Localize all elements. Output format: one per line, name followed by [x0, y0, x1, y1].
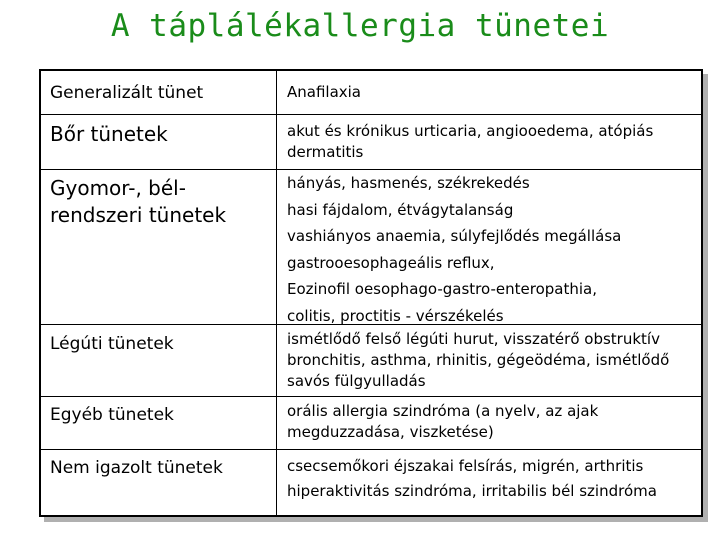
- row-content: [277, 71, 701, 114]
- table-row: [41, 71, 701, 114]
- row-content: [277, 450, 701, 515]
- content-line: gastrooesophageális reflux,: [287, 253, 495, 272]
- row-label: [41, 170, 277, 324]
- content-line: ismétlődő felső légúti hurut, visszatérő obstruktív: [287, 330, 660, 348]
- content-line: dermatitis: [287, 143, 364, 161]
- row-label: [41, 450, 277, 515]
- row-content: [277, 115, 701, 169]
- row-label-line: Bőr tünetek: [50, 122, 168, 146]
- row-content: [277, 397, 701, 449]
- row-label-line: rendszeri tünetek: [50, 202, 227, 227]
- content-line: hasi fájdalom, étvágytalanság: [287, 200, 514, 219]
- row-label-line: Gyomor-, bél-: [50, 176, 186, 200]
- page-title: A táplálékallergia tünetei: [110, 8, 610, 44]
- row-content: [277, 170, 701, 324]
- table-row: [41, 396, 701, 449]
- content-line: Eozinofil oesophago-gastro-enteropathia,: [287, 280, 597, 298]
- table-row: [41, 449, 701, 515]
- content-line: vashiányos anaemia, súlyfejlődés megállása: [287, 227, 622, 245]
- row-label-line: Nem igazolt tünetek: [50, 458, 223, 478]
- content-line: megduzzadása, viszketése): [287, 423, 494, 441]
- row-label-line: Egyéb tünetek: [50, 405, 174, 425]
- content-line: csecsemőkori éjszakai felsírás, migrén, arthritis: [287, 457, 644, 475]
- row-label-line: Légúti tünetek: [50, 334, 174, 354]
- row-label: [41, 325, 277, 396]
- symptoms-table: [39, 69, 703, 517]
- content-line: colitis, proctitis - vérszékelés: [287, 306, 504, 325]
- table-row: [41, 324, 701, 396]
- row-label: [41, 115, 277, 169]
- table-row: [41, 169, 701, 324]
- content-line: bronchitis, asthma, rhinitis, gégeödéma, ismétlődő: [287, 351, 670, 369]
- content-line: orális allergia szindróma (a nyelv, az ajak: [287, 402, 599, 420]
- row-label: [41, 397, 277, 449]
- table-row: [41, 114, 701, 169]
- content-line: akut és krónikus urticaria, angiooedema, atópiás: [287, 122, 654, 140]
- row-label-line: Generalizált tünet: [50, 83, 204, 103]
- content-line: savós fülgyulladás: [287, 372, 426, 390]
- content-line: hányás, hasmenés, székrekedés: [287, 174, 530, 192]
- content-line: Anafilaxia: [287, 83, 362, 101]
- content-line: hiperaktivitás szindróma, irritabilis bél szindróma: [287, 482, 657, 500]
- row-content: [277, 325, 701, 396]
- row-label: [41, 71, 277, 114]
